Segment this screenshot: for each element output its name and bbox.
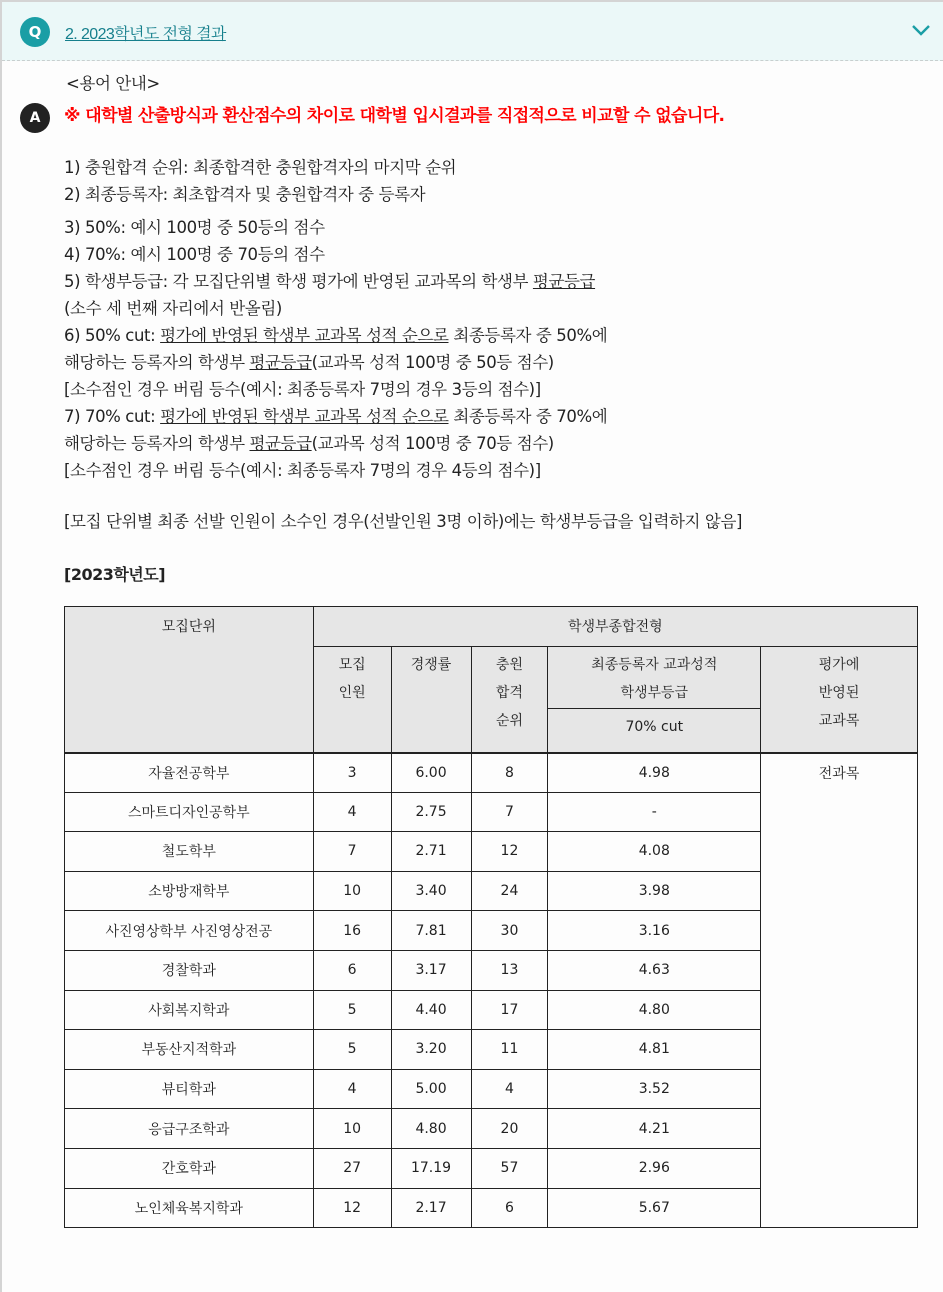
definition-7-prefix: 7) 70% cut: (64, 407, 161, 426)
cell-unit: 스마트디자인공학부 (65, 792, 314, 832)
definition-5-underline: 평균등급 (532, 272, 596, 291)
question-title-link[interactable]: 2. 2023학년도 전형 결과 (65, 26, 226, 43)
cell-rank: 11 (471, 1030, 548, 1070)
cell-unit: 사진영상학부 사진영상전공 (65, 911, 314, 951)
cell-quota: 10 (313, 1109, 391, 1149)
table-row (65, 753, 918, 793)
definition-6-suffix: 최종등록자 중 50%에 (448, 326, 608, 345)
cell-quota: 4 (313, 1069, 391, 1109)
cell-unit: 철도학부 (65, 832, 314, 872)
definition-1: 1) 충원합격 순위: 최종합격한 충원합격자의 마지막 순위 (64, 158, 457, 177)
cell-ratio: 4.40 (391, 990, 471, 1030)
definition-6-note: [소수점인 경우 버림 등수(예시: 최종등록자 7명의 경우 3등의 점수)] (64, 380, 541, 399)
cell-cut70: 4.63 (548, 950, 761, 990)
cell-rank: 20 (471, 1109, 548, 1149)
cell-rank: 57 (471, 1148, 548, 1188)
header-quota (313, 647, 391, 753)
cell-cut70: 3.16 (548, 911, 761, 951)
cell-quota: 6 (313, 950, 391, 990)
guide-title: <용어 안내> (66, 74, 160, 93)
cell-rank: 8 (471, 753, 548, 793)
cell-ratio: 17.19 (391, 1148, 471, 1188)
answer-badge: A (20, 103, 50, 133)
cell-ratio: 4.80 (391, 1109, 471, 1149)
cell-cut70: 4.80 (548, 990, 761, 1030)
cell-quota: 5 (313, 1030, 391, 1070)
cell-cut70: 2.96 (548, 1148, 761, 1188)
cell-rank: 13 (471, 950, 548, 990)
cell-quota: 12 (313, 1188, 391, 1228)
cell-rank: 7 (471, 792, 548, 832)
header-quota-label: 모집 인원 (338, 657, 366, 701)
definition-6-c: 해당하는 등록자의 학생부 (64, 353, 250, 372)
definition-7-suffix: 최종등록자 중 70%에 (448, 407, 608, 426)
definition-3: 3) 50%: 예시 100명 중 50등의 점수 (64, 218, 325, 237)
header-waitlist (471, 647, 548, 753)
cell-quota: 5 (313, 990, 391, 1030)
header-subjects (761, 647, 918, 753)
cell-unit: 뷰티학과 (65, 1069, 314, 1109)
cell-ratio: 6.00 (391, 753, 471, 793)
cell-rank: 6 (471, 1188, 548, 1228)
cell-cut70: 3.98 (548, 871, 761, 911)
results-body (65, 753, 918, 1228)
definition-7-underline-2: 평균등급 (249, 434, 312, 453)
cell-quota: 10 (313, 871, 391, 911)
header-track: 학생부종합전형 (313, 607, 917, 647)
cell-unit: 소방방재학부 (65, 871, 314, 911)
definition-6 (64, 322, 924, 349)
definition-6-underline: 평가에 반영된 학생부 교과목 성적 순으로 (160, 326, 449, 345)
definition-7-cont (64, 430, 924, 457)
definition-7-note: [소수점인 경우 버림 등수(예시: 최종등록자 7명의 경우 4등의 점수)] (64, 461, 541, 480)
cell-unit: 사회복지학과 (65, 990, 314, 1030)
cell-rank: 17 (471, 990, 548, 1030)
definition-2: 2) 최종등록자: 최초합격자 및 충원합격자 중 등록자 (64, 185, 426, 204)
definition-6-underline-2: 평균등급 (249, 353, 312, 372)
cell-ratio: 7.81 (391, 911, 471, 951)
cell-cut70: 4.21 (548, 1109, 761, 1149)
cell-ratio: 2.71 (391, 832, 471, 872)
definition-6-prefix: 6) 50% cut: (64, 326, 161, 345)
header-subjects-label: 평가에 반영된 교과목 (818, 657, 860, 729)
cell-subjects: 전과목 (761, 753, 918, 1228)
cell-quota: 7 (313, 832, 391, 872)
cell-cut70: 4.08 (548, 832, 761, 872)
header-grade (548, 647, 761, 709)
cell-quota: 3 (313, 753, 391, 793)
definition-7-underline: 평가에 반영된 학생부 교과목 성적 순으로 (160, 407, 449, 426)
cell-ratio: 5.00 (391, 1069, 471, 1109)
cell-rank: 24 (471, 871, 548, 911)
cell-rank: 12 (471, 832, 548, 872)
cell-rank: 30 (471, 911, 548, 951)
definition-7 (64, 403, 924, 430)
definition-6-d: (교과목 성적 100명 중 50등 점수) (311, 353, 554, 372)
cell-quota: 4 (313, 792, 391, 832)
cell-ratio: 3.17 (391, 950, 471, 990)
header-waitlist-label: 충원 합격 순위 (495, 657, 523, 729)
answer-content (64, 70, 924, 585)
header-ratio: 경쟁률 (391, 647, 471, 753)
cell-ratio: 2.75 (391, 792, 471, 832)
cell-cut70: 3.52 (548, 1069, 761, 1109)
cell-unit: 자율전공학부 (65, 753, 314, 793)
cell-unit: 간호학과 (65, 1148, 314, 1188)
definition-5 (64, 268, 924, 295)
header-unit: 모집단위 (65, 607, 314, 753)
cell-quota: 16 (313, 911, 391, 951)
year-label: [2023학년도] (64, 565, 166, 584)
definition-4: 4) 70%: 예시 100명 중 70등의 점수 (64, 245, 325, 264)
definition-5-cont: (소수 세 번째 자리에서 반올림) (64, 299, 282, 318)
question-badge: Q (20, 17, 50, 47)
cell-rank: 4 (471, 1069, 548, 1109)
cell-ratio: 3.20 (391, 1030, 471, 1070)
selection-note: [모집 단위별 최종 선발 인원이 소수인 경우(선발인원 3명 이하)에는 학생부등급을 입력하지 않음] (64, 512, 743, 531)
chevron-down-icon[interactable] (911, 22, 931, 38)
definition-5-text: 5) 학생부등급: 각 모집단위별 학생 평가에 반영된 교과목의 학생부 (64, 272, 533, 291)
cell-cut70: - (548, 792, 761, 832)
cell-quota: 27 (313, 1148, 391, 1188)
definition-7-c: 해당하는 등록자의 학생부 (64, 434, 250, 453)
cell-cut70: 4.81 (548, 1030, 761, 1070)
header-cut70: 70% cut (548, 709, 761, 753)
cell-unit: 응급구조학과 (65, 1109, 314, 1149)
cell-cut70: 5.67 (548, 1188, 761, 1228)
question-header[interactable] (2, 2, 943, 61)
header-grade-label: 최종등록자 교과성적 학생부등급 (591, 657, 718, 701)
cell-unit: 노인체육복지학과 (65, 1188, 314, 1228)
cell-ratio: 2.17 (391, 1188, 471, 1228)
results-table (64, 606, 918, 1228)
cell-unit: 경찰학과 (65, 950, 314, 990)
definition-6-cont (64, 349, 924, 376)
cell-cut70: 4.98 (548, 753, 761, 793)
warning-text: ※ 대학별 산출방식과 환산점수의 차이로 대학별 입시결과를 직접적으로 비교할 수 없습니다. (64, 106, 725, 126)
definition-7-d: (교과목 성적 100명 중 70등 점수) (311, 434, 554, 453)
cell-ratio: 3.40 (391, 871, 471, 911)
cell-unit: 부동산지적학과 (65, 1030, 314, 1070)
